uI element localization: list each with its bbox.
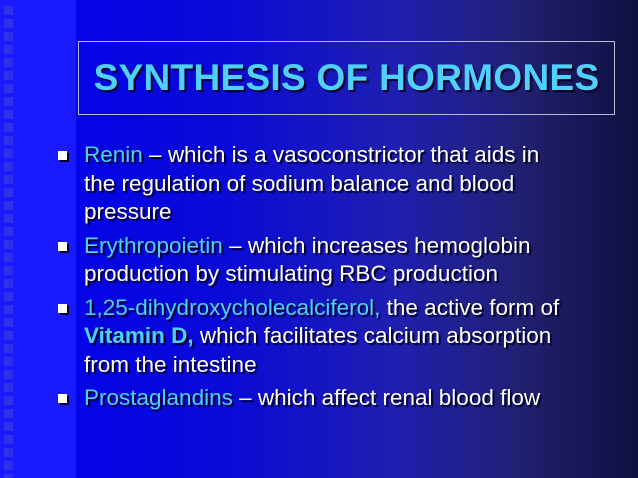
- bullet-erythropoietin: [56, 232, 626, 289]
- decorative-square: [4, 383, 13, 392]
- decorative-square: [4, 357, 13, 366]
- bullet-text: from the intestine: [84, 351, 257, 377]
- decorative-square: [4, 253, 13, 262]
- decorative-square: [4, 474, 13, 478]
- decorative-square: [4, 19, 13, 28]
- term-prostaglandins: Prostaglandins: [84, 385, 233, 410]
- bullet-prostaglandins: [56, 384, 626, 413]
- decorative-square: [4, 58, 13, 67]
- bullet-square-icon: [58, 242, 67, 251]
- decorative-square: [4, 97, 13, 106]
- decorative-square: [4, 435, 13, 444]
- decorative-square: [4, 227, 13, 236]
- decorative-square: [4, 409, 13, 418]
- bullet-square-icon: [58, 394, 67, 403]
- bullet-text: the active form of: [380, 294, 560, 320]
- decorative-square: [4, 201, 13, 210]
- decorative-square: [4, 422, 13, 431]
- decorative-square: [4, 188, 13, 197]
- title-frame: [78, 41, 615, 115]
- decorative-square: [4, 331, 13, 340]
- decorative-square: [4, 32, 13, 41]
- decorative-square: [4, 279, 13, 288]
- bullet-text: – which is a vasoconstrictor that aids in: [142, 142, 540, 167]
- decorative-square: [4, 266, 13, 275]
- decorative-square: [4, 123, 13, 132]
- decorative-square-column: [0, 0, 20, 478]
- bullet-text: the regulation of sodium balance and blood: [84, 170, 515, 196]
- decorative-square: [4, 149, 13, 158]
- decorative-square: [4, 175, 13, 184]
- decorative-square: [4, 162, 13, 171]
- term-calcitriol: 1,25-dihydroxycholecalciferol,: [84, 294, 381, 320]
- bullet-square-icon: [58, 304, 67, 313]
- decorative-square: [4, 461, 13, 470]
- decorative-square: [4, 45, 13, 54]
- bullet-calcitriol: [56, 294, 626, 380]
- decorative-square: [4, 136, 13, 145]
- decorative-square: [4, 110, 13, 119]
- decorative-square: [4, 448, 13, 457]
- decorative-square: [4, 305, 13, 314]
- term-renin: Renin: [84, 142, 143, 167]
- decorative-square: [4, 344, 13, 353]
- term-erythropoietin: Erythropoietin: [84, 232, 223, 258]
- term-vitamin-d: Vitamin D,: [84, 323, 194, 348]
- decorative-square: [4, 214, 13, 223]
- bullet-text: – which affect renal blood flow: [232, 385, 541, 410]
- decorative-square: [4, 318, 13, 327]
- decorative-square: [4, 240, 13, 249]
- bullet-text: which facilitates calcium absorption: [193, 323, 552, 348]
- decorative-square: [4, 6, 13, 15]
- slide-title: SYNTHESIS OF HORMONES: [93, 57, 600, 98]
- bullet-text: production by stimulating RBC production: [84, 261, 498, 286]
- decorative-square: [4, 292, 13, 301]
- bullet-text: – which increases hemoglobin: [222, 232, 531, 258]
- bullet-renin: [56, 141, 626, 227]
- decorative-square: [4, 370, 13, 379]
- bullet-text: pressure: [84, 199, 172, 224]
- decorative-square: [4, 84, 13, 93]
- decorative-square: [4, 396, 13, 405]
- decorative-square: [4, 71, 13, 80]
- bullet-list: [56, 141, 626, 418]
- bullet-square-icon: [58, 151, 67, 160]
